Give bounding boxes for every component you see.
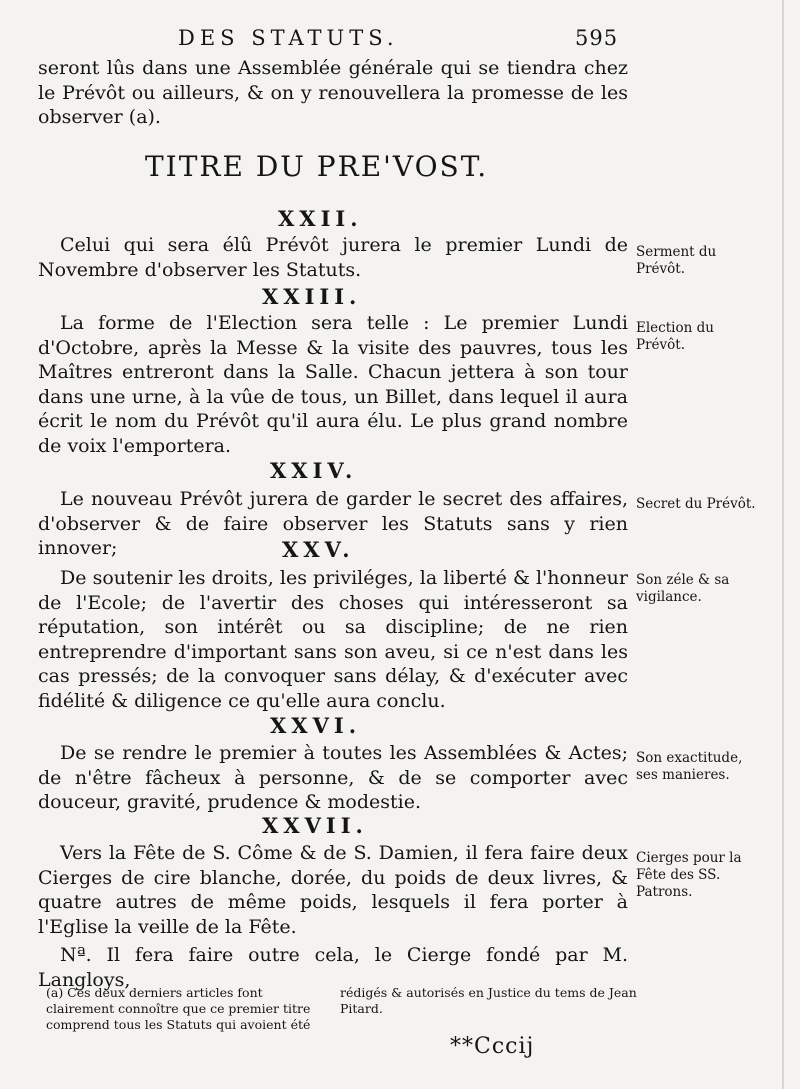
- signature-mark: **Cccij: [450, 1034, 535, 1059]
- section-title: TITRE DU PRE'VOST.: [145, 150, 489, 183]
- article-number-xxv: XXV.: [282, 537, 355, 562]
- margin-note-cierges: Cierges pour la Fête des SS. Patrons.: [636, 850, 742, 900]
- article-number-xxiv: XXIV.: [270, 458, 358, 483]
- margin-note-election: Election du Prévôt.: [636, 320, 714, 353]
- article-xxvi: [38, 741, 628, 815]
- running-head-title: DES STATUTS.: [178, 26, 399, 50]
- margin-note-secret: Secret du Prévôt.: [636, 496, 756, 512]
- page-edge: [782, 0, 784, 1089]
- article-text: Le nouveau Prévôt jurera de garder le secret des affaires, d'observer & de faire observer les Statuts sans y rien innover;: [38, 488, 628, 560]
- article-number-xxiii: XXIII.: [262, 284, 362, 309]
- article-text: De soutenir les droits, les priviléges, la liberté & l'honneur de l'Ecole; de l'avertir des choses qui intéresseront sa réputation, son intérêt ou sa discipline; de ne rien entreprendre d'important sans son aveu, si ce n'est dans les cas pressés; de la convoquer sans délay, & d'exécuter avec fidélité & diligence ce qu'elle aura conclu.: [38, 567, 628, 712]
- margin-note-exactitude: Son exactitude, ses manieres.: [636, 750, 743, 783]
- article-number-xxii: XXII.: [278, 206, 363, 231]
- article-xxiii: [38, 311, 628, 459]
- running-head: [178, 26, 698, 54]
- intro-paragraph: [38, 56, 628, 130]
- article-text: La forme de l'Election sera telle : Le premier Lundi d'Octobre, après la Messe & la visite des pauvres, tous les Maîtres entreront dans la Salle. Chacun jettera à son tour dans une urne, à la vûe de tous, un Billet, dans lequel il aura écrit le nom du Prévôt qu'il aura élu. Le plus grand nombre de voix l'emportera.: [38, 312, 628, 457]
- article-text: De se rendre le premier à toutes les Assemblées & Actes; de n'être fâcheux à personne, & de se comporter avec douceur, gravité, prudence & modestie.: [38, 742, 628, 814]
- article-xxv: [38, 566, 628, 714]
- intro-text: seront lûs dans une Assemblée générale qui se tiendra chez le Prévôt ou ailleurs, & on y renouvellera la promesse de les observer (a).: [38, 57, 628, 128]
- footnote-left: (a) Ces deux derniers articles font clairement connoître que ce premier titre comprend tous les Statuts qui avoient été: [46, 985, 311, 1032]
- article-xxvii: [38, 841, 628, 939]
- page-number: 595: [575, 26, 619, 50]
- article-number-xxvi: XXVI.: [270, 713, 362, 738]
- article-text: Vers la Fête de S. Côme & de S. Damien, il fera faire deux Cierges de cire blanche, dorée, du poids de deux livres, & quatre autres de même poids, lesquels il fera porter à l'Eglise la veille de la Fête.: [38, 842, 628, 938]
- footnote-right: rédigés & autorisés en Justice du tems de Jean Pitard.: [340, 985, 637, 1016]
- margin-note-zele: Son zéle & sa vigilance.: [636, 572, 730, 605]
- article-xxii: [38, 233, 628, 282]
- continuation-text: Nª. Il fera faire outre cela, le Cierge fondé par M. Langloys,: [38, 944, 628, 991]
- article-number-xxvii: XXVII.: [262, 813, 368, 838]
- article-text: Celui qui sera élû Prévôt jurera le premier Lundi de Novembre d'observer les Statuts.: [38, 234, 628, 281]
- margin-note-serment: Serment du Prévôt.: [636, 244, 717, 277]
